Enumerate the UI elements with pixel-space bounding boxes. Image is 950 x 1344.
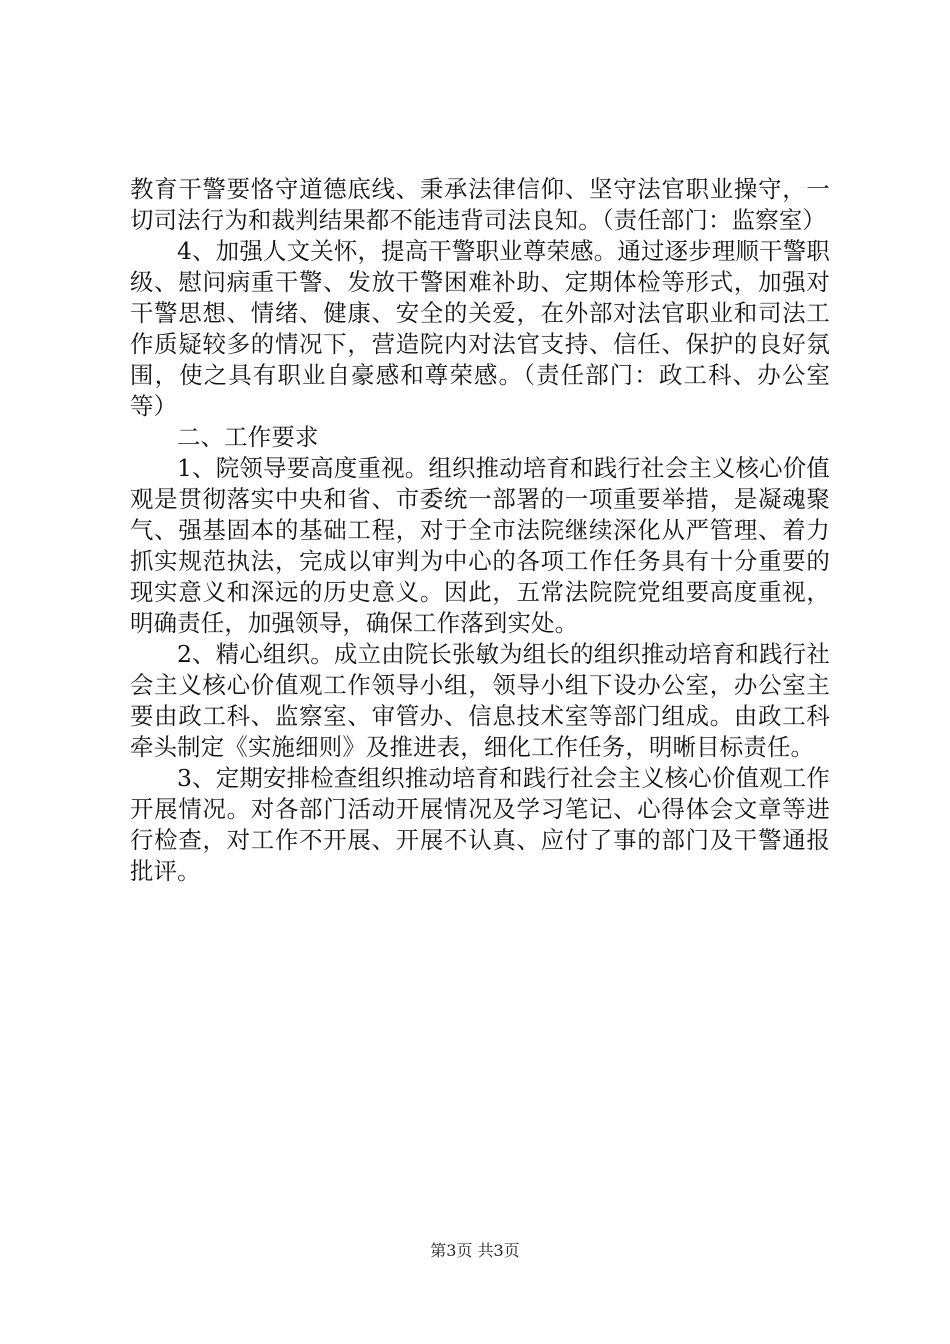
paragraph-requirement-1: 1、院领导要高度重视。组织推动培育和践行社会主义核心价值观是贯彻落实中央和省、市委统一部署的一项重要举措，是凝魂聚气、强基固本的基础工程，对于全市法院继续深化从严管理、着力抓实规范执法，完成以审判为中心的各项工作任务具有十分重要的现实意义和深远的历史意义。因此，五常法院院党组要高度重视，明确责任，加强领导，确保工作落到实处。	[130, 454, 830, 637]
paragraph-continuation: 教育干警要恪守道德底线、秉承法律信仰、坚守法官职业操守，一切司法行为和裁判结果都不能违背司法良知。（责任部门：监察室）	[130, 175, 830, 234]
paragraph-requirement-2: 2、精心组织。成立由院长张敏为组长的组织推动培育和践行社会主义核心价值观工作领导小组，领导小组下设办公室，办公室主要由政工科、监察室、审管办、信息技术室等部门组成。由政工科牵头制定《实施细则》及推进表，细化工作任务，明晰目标责任。	[130, 640, 830, 761]
paragraph-item-4: 4、加强人文关怀，提高干警职业尊荣感。通过逐步理顺干警职级、慰问病重干警、发放干警困难补助、定期体检等形式，加强对干警思想、情绪、健康、安全的关爱，在外部对法官职业和司法工作质疑较多的情况下，营造院内对法官支持、信任、保护的良好氛围，使之具有职业自豪感和尊荣感。（责任部门：政工科、办公室等）	[130, 237, 830, 420]
paragraph-requirement-3: 3、定期安排检查组织推动培育和践行社会主义核心价值观工作开展情况。对各部门活动开展情况及学习笔记、心得体会文章等进行检查，对工作不开展、开展不认真、应付了事的部门及干警通报批评。	[130, 764, 830, 885]
document-body	[130, 174, 830, 887]
section-heading-work-requirements: 二、工作要求	[177, 423, 319, 451]
page-number-footer: 第3页 共3页	[430, 1241, 520, 1260]
